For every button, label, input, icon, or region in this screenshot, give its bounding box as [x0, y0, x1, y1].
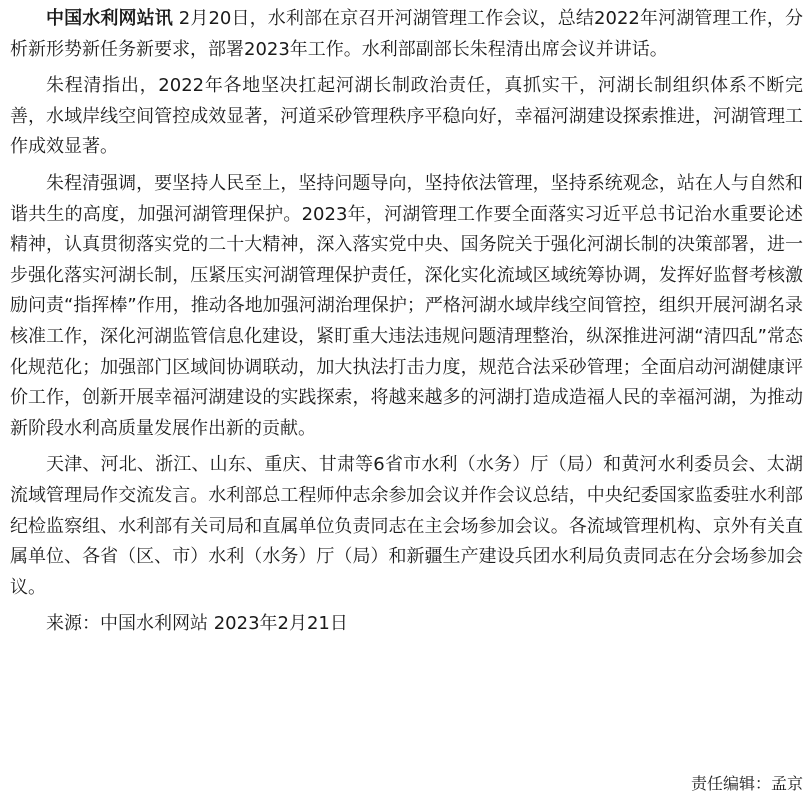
paragraph-2: 朱程清指出，2022年各地坚决扛起河湖长制政治责任，真抓实干，河湖长制组织体系不断完善，水域岸线空间管控成效显著，河道采砂管理秩序平稳向好，幸福河湖建设探索推进，河湖管理工作成效显著。 — [10, 75, 803, 158]
paragraph-intro — [10, 4, 803, 65]
paragraph-3: 朱程清强调，要坚持人民至上，坚持问题导向，坚持依法管理，坚持系统观念，站在人与自然和谐共生的高度，加强河湖管理保护。2023年，河湖管理工作要全面落实习近平总书记治水重要论述精神，认真贯彻落实党的二十大精神，深入落实党中央、国务院关于强化河湖长制的决策部署，进一步强化落实河湖长制，压紧压实河湖管理保护责任，深化实化流域区域统筹协调，发挥好监督考核激励问责“指挥棒”作用，推动各地加强河湖治理保护；严格河湖水域岸线空间管控，组织开展河湖名录核准工作，深化河湖监管信息化建设，紧盯重大违法违规问题清理整治，纵深推进河湖“清四乱”常态化规范化；加强部门区域间协调联动，加大执法打击力度，规范合法采砂管理；全面启动河湖健康评价工作，创新开展幸福河湖建设的实践探索，将越来越多的河湖打造成造福人民的幸福河湖，为推动新阶段水利高质量发展作出新的贡献。 — [10, 172, 803, 439]
article-source: 来源：中国水利网站 2023年2月21日 — [46, 613, 348, 635]
paragraph-intro-text: 2月20日，水利部在京召开河湖管理工作会议，总结2022年河湖管理工作，分析新形势新任务新要求，部署2023年工作。水利部副部长朱程清出席会议并讲话。 — [10, 8, 804, 60]
paragraph-4: 天津、河北、浙江、山东、重庆、甘肃等6省市水利（水务）厅（局）和黄河水利委员会、太湖流域管理局作交流发言。水利部总工程师仲志余参加会议并作会议总结，中央纪委国家监委驻水利部纪检监察组、水利部有关司局和直属单位负责同志在主会场参加会议。各流域管理机构、京外有关直属单位、各省（区、市）水利（水务）厅（局）和新疆生产建设兵团水利局负责同志在分会场参加会议。 — [10, 454, 803, 598]
responsible-editor: 责任编辑：孟京 — [690, 774, 803, 793]
news-lead: 中国水利网站讯 — [46, 8, 173, 29]
article-body — [10, 4, 803, 640]
